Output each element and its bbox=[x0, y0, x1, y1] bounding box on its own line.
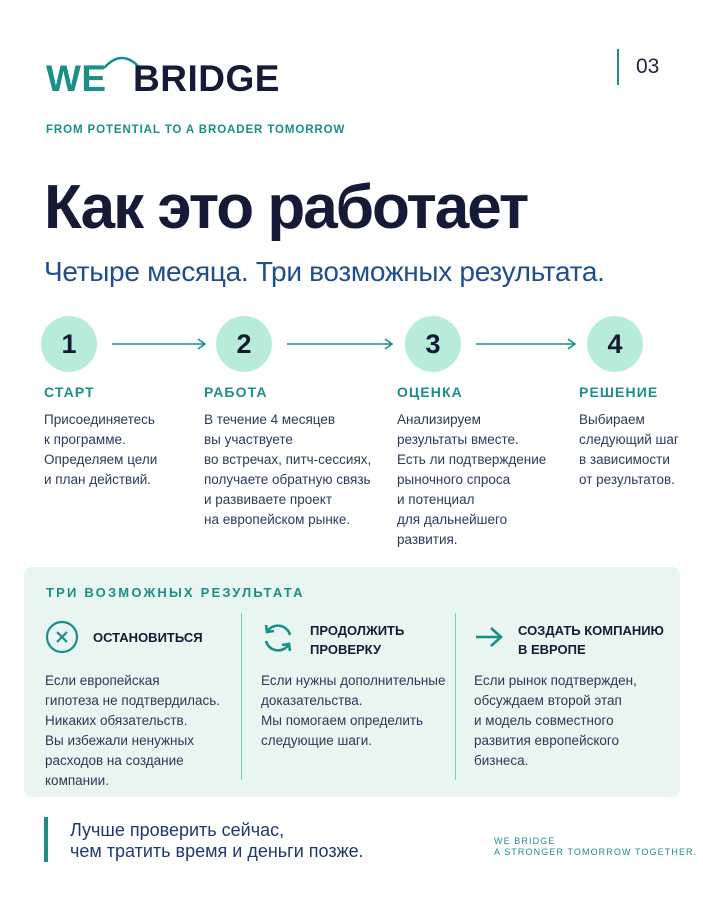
step-arrow-icon bbox=[287, 337, 395, 351]
page-subtitle: Четыре месяца. Три возможных результата. bbox=[44, 256, 605, 287]
page-number-divider bbox=[617, 49, 619, 85]
step-1-circle: 1 bbox=[41, 316, 97, 372]
step-1-description: Присоединяетесь к программе. Определяем цели и план действий. bbox=[44, 412, 158, 487]
step-4-circle: 4 bbox=[587, 316, 643, 372]
step-arrow-icon bbox=[112, 337, 208, 351]
page-number: 03 bbox=[636, 55, 660, 78]
option-stop-text: Если европейская гипотеза не подтвердилась. Никаких обязательств. Вы избежали ненужных расходов на создание компании. bbox=[45, 673, 221, 788]
option-continue-text: Если нужны дополнительные доказательства. Мы помогаем определить следующие шаги. bbox=[261, 673, 446, 748]
option-create-company-heading: СОЗДАТЬ КОМПАНИЮ В ЕВРОПЕ bbox=[518, 623, 664, 657]
step-arrow-icon bbox=[476, 337, 578, 351]
option-stop-heading: ОСТАНОВИТЬСЯ bbox=[93, 630, 203, 645]
step-1-label: СТАРТ bbox=[44, 384, 95, 400]
column-divider bbox=[241, 613, 242, 780]
step-4-label: РЕШЕНИЕ bbox=[579, 384, 659, 400]
results-title: ТРИ ВОЗМОЖНЫХ РЕЗУЛЬТАТА bbox=[46, 585, 305, 600]
quote-accent-bar bbox=[44, 817, 48, 862]
tagline: FROM POTENTIAL TO A BROADER TOMORROW bbox=[46, 124, 346, 136]
page-title: Как это работает bbox=[44, 173, 528, 242]
closing-quote: Лучше проверить сейчас, чем тратить время и деньги позже. bbox=[70, 820, 364, 861]
step-2-circle: 2 bbox=[216, 316, 272, 372]
we-bridge-logo bbox=[46, 54, 296, 98]
option-continue-heading: ПРОДОЛЖИТЬ ПРОВЕРКУ bbox=[310, 623, 405, 657]
logo-we: WE bbox=[46, 58, 107, 99]
refresh-icon bbox=[261, 621, 295, 655]
column-divider bbox=[455, 613, 456, 780]
arrow-right-icon bbox=[474, 624, 504, 650]
step-3-circle: 3 bbox=[405, 316, 461, 372]
step-3-label: ОЦЕНКА bbox=[397, 384, 463, 400]
logo-bridge: BRIDGE bbox=[133, 58, 280, 99]
step-2-description: В течение 4 месяцев вы участвуете во встречах, питч-сессиях, получаете обратную связь и развиваете проект на европейском рынке. bbox=[204, 412, 372, 527]
step-4-description: Выбираем следующий шаг в зависимости от результатов. bbox=[579, 412, 679, 487]
close-circle-icon bbox=[45, 620, 79, 654]
step-3-description: Анализируем результаты вместе. Есть ли подтверждение рыночного спроса и потенциал для дальнейшего развития. bbox=[397, 412, 547, 547]
option-create-company-text: Если рынок подтвержден, обсуждаем второй этап и модель совместного развития европейского бизнеса. bbox=[474, 673, 637, 768]
step-2-label: РАБОТА bbox=[204, 384, 268, 400]
footer-brand: WE BRIDGE A STRONGER TOMORROW TOGETHER. bbox=[494, 836, 698, 857]
